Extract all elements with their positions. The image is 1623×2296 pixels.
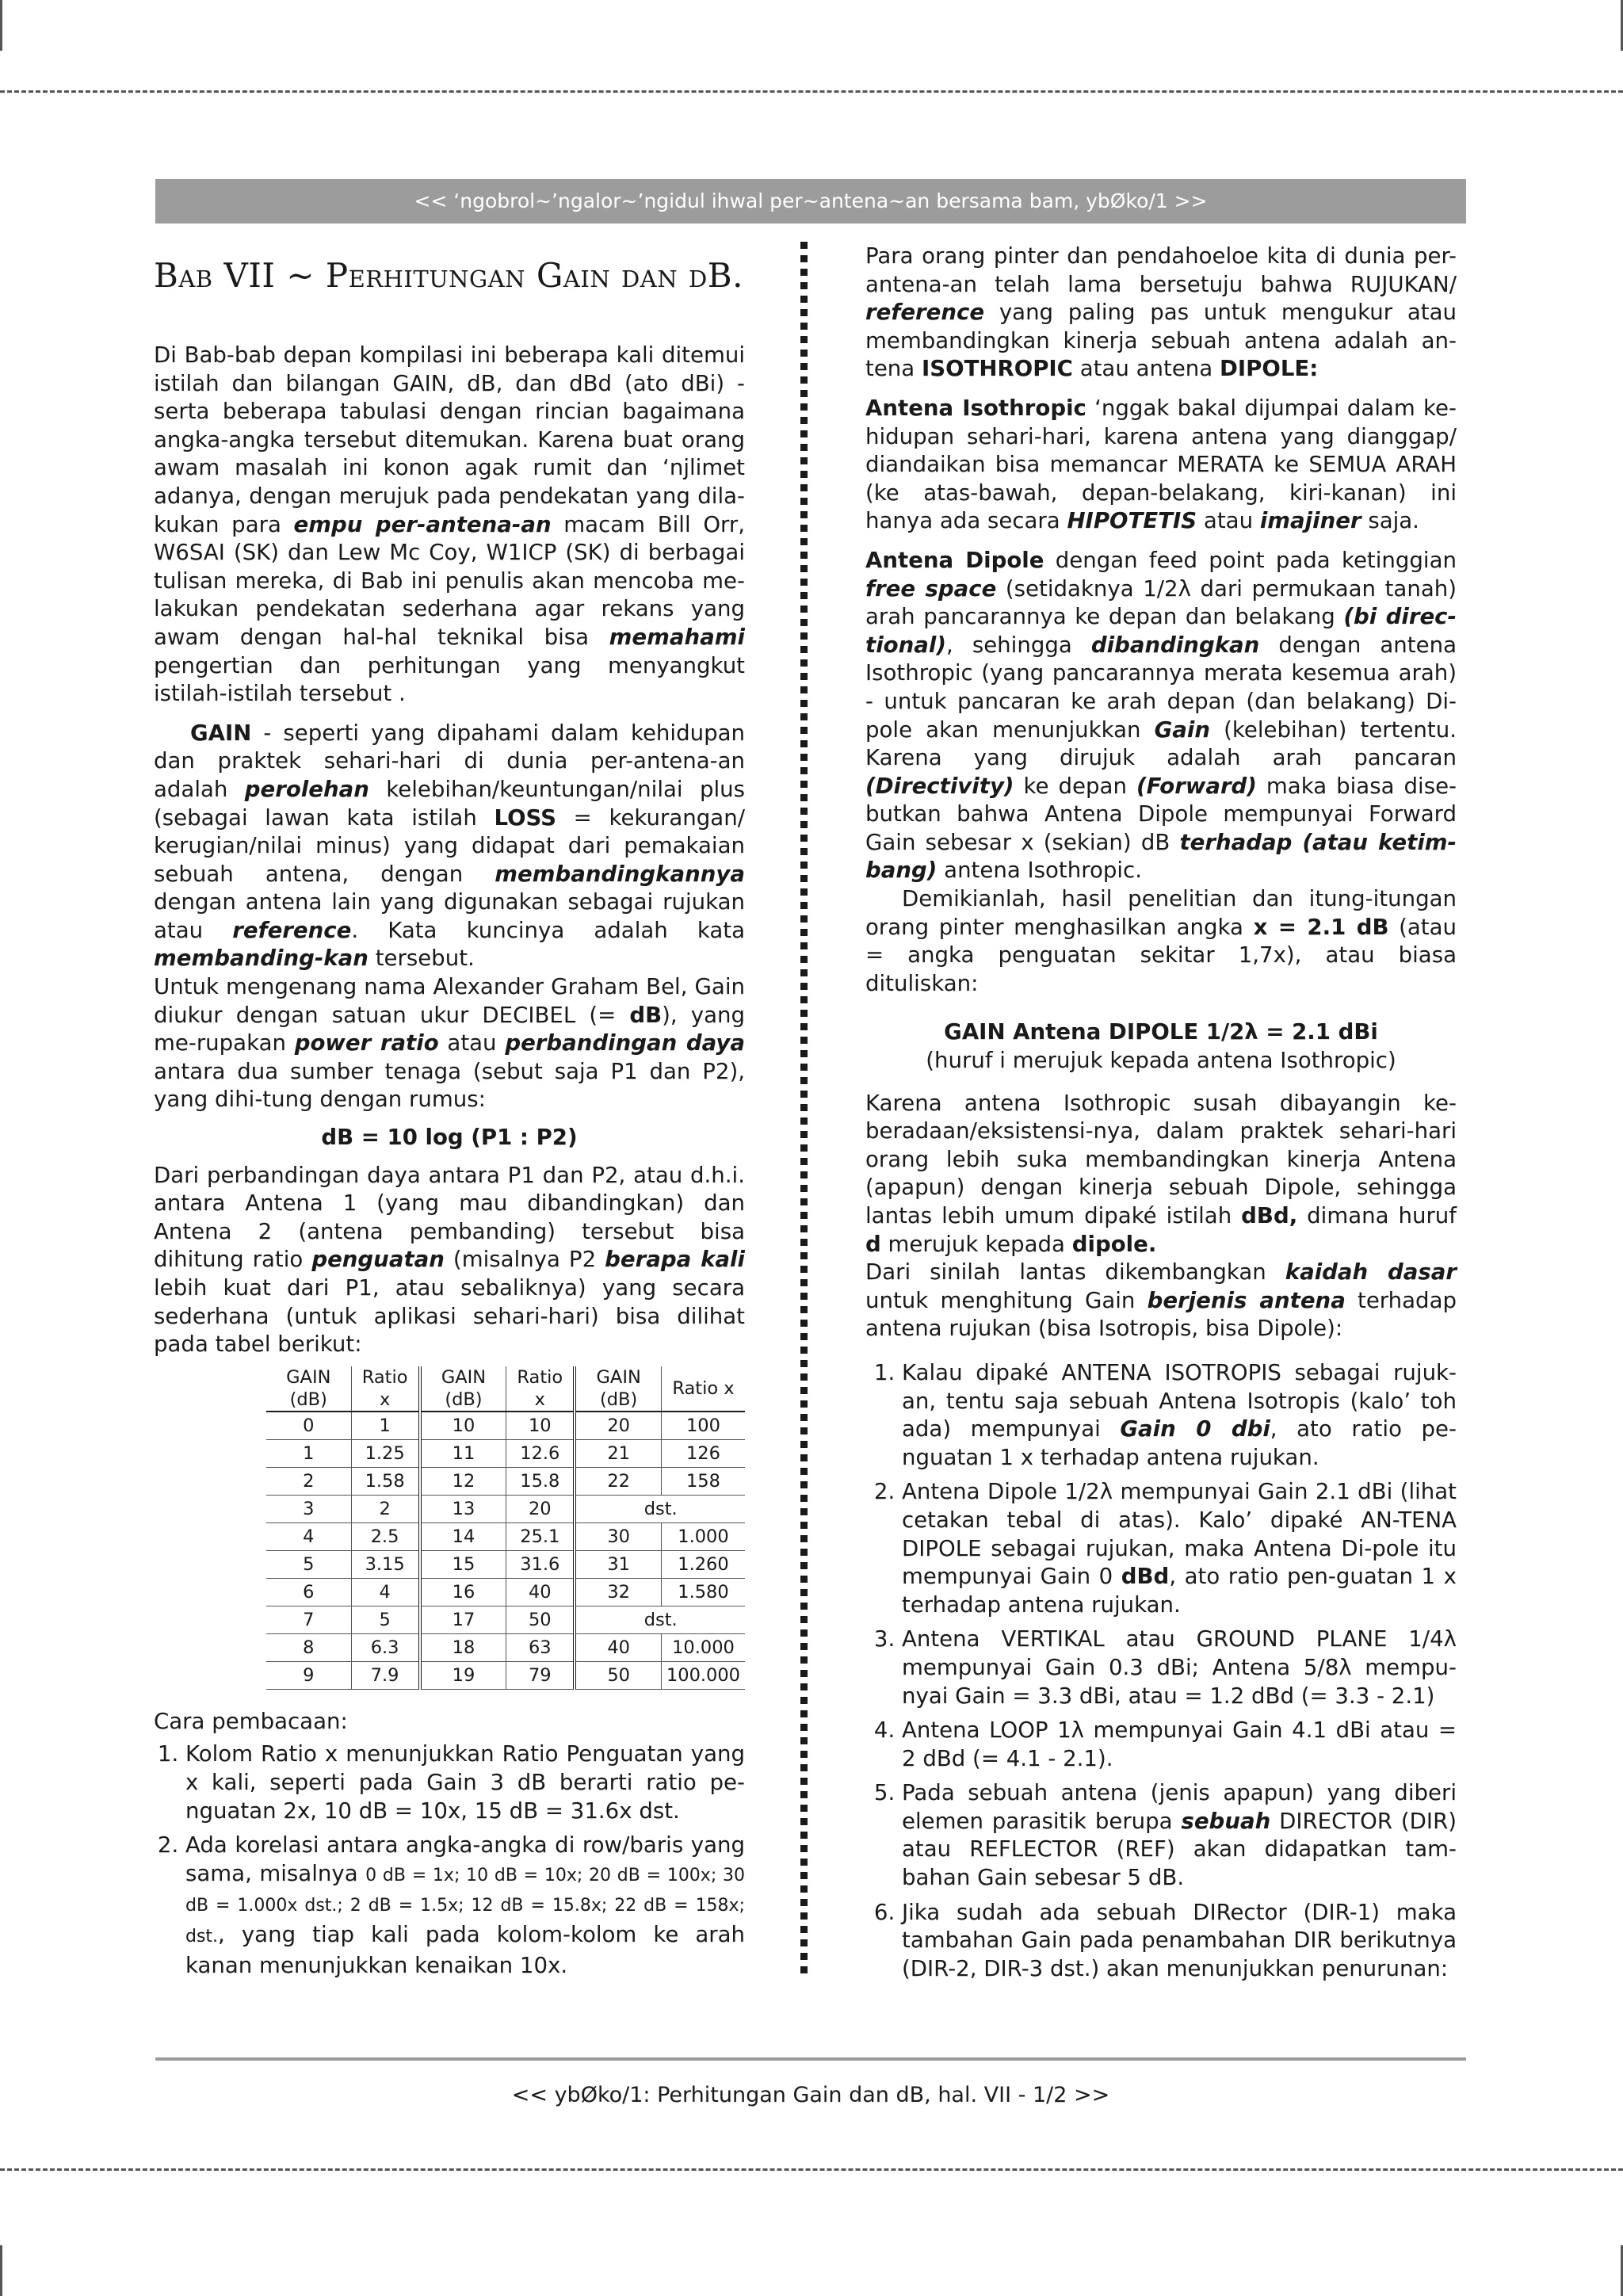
table-cell: 22 [575, 1467, 661, 1495]
table-cell: 12.6 [506, 1439, 575, 1467]
table-cell: 8 [266, 1633, 351, 1661]
reference-paragraph: Para orang pinter dan pendahoeloe kita di dunia per-antena-an telah lama bersetuju bahwa RUJUKAN/ reference yang paling pas untuk mengukur atau membandingkan kinerja sebuah antena adalah an-tena ISOTHROPIC atau antena DIPOLE: [865, 243, 1457, 382]
table-cell: 50 [506, 1606, 575, 1633]
footer-rule [155, 2057, 1466, 2061]
ratio-paragraph: Dari perbandingan daya antara P1 dan P2, atau d.h.i. antara Antena 1 (yang mau dibandingkan) dan Antena 2 (antena pembanding) tersebut bisa dihitung ratio penguatan (misalnya P2 berapa kali lebih kuat dari P1, atau sebaliknya) yang secara sederhana (untuk aplikasi sehari-hari) bisa dilihat pada tabel berikut: [154, 1161, 745, 1358]
table-cell: 10 [506, 1412, 575, 1440]
table-row [266, 1495, 745, 1522]
table-cell: 20 [575, 1412, 661, 1440]
table-cell: 1.25 [351, 1439, 420, 1467]
dipole-gain-formula: GAIN Antena DIPOLE 1/2λ = 2.1 dBi [944, 1018, 1378, 1045]
table-cell: 9 [266, 1661, 351, 1689]
table-cell: 158 [661, 1467, 745, 1495]
table-cell: 126 [661, 1439, 745, 1467]
table-cell: 1.580 [661, 1578, 745, 1606]
table-cell: 31.6 [506, 1550, 575, 1578]
table-cell: 79 [506, 1661, 575, 1689]
table-body [266, 1412, 745, 1690]
table-cell: 32 [575, 1578, 661, 1606]
table-cell: 100 [661, 1412, 745, 1440]
table-header: GAIN (dB) [575, 1366, 661, 1412]
db-formula: dB = 10 log (P1 : P2) [321, 1124, 578, 1151]
left-column [154, 246, 745, 1985]
table-cell: dst. [575, 1495, 745, 1522]
dbd-paragraph: Karena antena Isothropic susah dibayangin ke-beradaan/eksistensi-nya, dalam praktek sehari-hari orang lebih suka membandingkan kinerja Antena (apapun) dengan kinerja sebuah Dipole, sehingga lantas lebih umum dipaké istilah dBd, dimana huruf d merujuk kepada dipole. [865, 1089, 1457, 1257]
table-cell: 19 [420, 1661, 506, 1689]
gain-ratio-table [266, 1366, 745, 1690]
table-cell: 4 [351, 1578, 420, 1606]
list-item: 2. Antena Dipole 1/2λ mempunyai Gain 2.1 dBi (lihat cetakan tebal di atas). Kalo’ dipaké AN-TENA DIPOLE sebagai rujukan, maka Antena Di-pole itu mempunyai Gain 0 dBd, ato ratio pen-guatan 1 x terhadap antena rujukan. [902, 1477, 1457, 1618]
table-header: GAIN (dB) [266, 1366, 351, 1412]
reading-guide-list [154, 1740, 745, 1979]
table-cell: 7.9 [351, 1661, 420, 1689]
right-column [865, 242, 1457, 1988]
table-cell: 25.1 [506, 1522, 575, 1550]
running-header: << ‘ngobrol~’ngalor~’ngidul ihwal per~antena~an bersama bam, ybØko/1 >> [155, 179, 1466, 223]
table-cell: 2.5 [351, 1522, 420, 1550]
isothropic-paragraph: Antena Isothropic ‘nggak bakal dijumpai dalam ke-hidupan sehari-hari, karena antena yang dianggap/ diandaikan bisa memancar MERATA ke SEMUA ARAH (ke atas-bawah, depan-belakang, kiri-kanan) ini hanya ada secara HIPOTETIS atau imajiner saja. [865, 394, 1457, 534]
table-cell: 10.000 [661, 1633, 745, 1661]
table-cell: 11 [420, 1439, 506, 1467]
cut-line-bottom [0, 2168, 1623, 2171]
table-cell: 17 [420, 1606, 506, 1633]
table-cell: 15.8 [506, 1467, 575, 1495]
table-cell: 10 [420, 1412, 506, 1440]
table-cell: 1.260 [661, 1550, 745, 1578]
table-row [266, 1412, 745, 1440]
table-header: GAIN (dB) [420, 1366, 506, 1412]
list-item: 3. Antena VERTIKAL atau GROUND PLANE 1/4λ mempunyai Gain 0.3 dBi; Antena 5/8λ mempu-nyai Gain = 3.3 dBi, atau = 1.2 dBd (= 3.3 - 2.1) [902, 1625, 1457, 1710]
crop-mark [0, 2245, 2, 2296]
gain-paragraph: GAIN - seperti yang dipahami dalam kehidupan dan praktek sehari-hari di dunia per-antena-an adalah perolehan kelebihan/keuntungan/nilai plus (sebagai lawan kata istilah LOSS = kekurangan/ kerugian/nilai minus) yang didapat dari pemakaian sebuah antena, dengan membandingkannya dengan antena lain yang digunakan sebagai rujukan atau reference. Kata kuncinya adalah kata membanding-kan tersebut. [154, 719, 746, 972]
table-cell: 3.15 [351, 1550, 420, 1578]
table-cell: 2 [351, 1495, 420, 1522]
table-cell: 4 [266, 1522, 351, 1550]
table-cell: 1 [266, 1439, 351, 1467]
table-header-row [266, 1366, 745, 1412]
table-cell: 1 [351, 1412, 420, 1440]
table-cell: 1.000 [661, 1522, 745, 1550]
table-cell: 3 [266, 1495, 351, 1522]
table-cell: 100.000 [661, 1661, 745, 1689]
result-paragraph: Demikianlah, hasil penelitian dan itung-itungan orang pinter menghasilkan angka x = 2.1 dB (atau = angka penguatan sekitar 1,7x), atau biasa dituliskan: [865, 885, 1457, 996]
list-item: 1. Kolom Ratio x menunjukkan Ratio Penguatan yang x kali, seperti pada Gain 3 dB berarti ratio pe-nguatan 2x, 10 dB = 10x, 15 dB = 31.6x dst. [185, 1740, 745, 1824]
table-cell: 0 [266, 1412, 351, 1440]
crop-mark [0, 0, 2, 51]
table-cell: 2 [266, 1467, 351, 1495]
table-cell: 40 [575, 1633, 661, 1661]
rules-intro: Dari sinilah lantas dikembangkan kaidah dasar untuk menghitung Gain berjenis antena terhadap antena rujukan (bisa Isotropis, bisa Dipole): [865, 1259, 1457, 1342]
table-header: Ratio x [506, 1366, 575, 1412]
table-row [266, 1606, 745, 1633]
table-cell: 50 [575, 1661, 661, 1689]
table-header: Ratio x [351, 1366, 420, 1412]
table-cell: 13 [420, 1495, 506, 1522]
running-footer: << ybØko/1: Perhitungan Gain dan dB, hal. VII - 1/2 >> [511, 2083, 1110, 2107]
formula-note: (huruf i merujuk kepada antena Isothropic) [926, 1047, 1396, 1074]
table-row [266, 1550, 745, 1578]
table-cell: 40 [506, 1578, 575, 1606]
table-cell: dst. [575, 1606, 745, 1633]
table-cell: 20 [506, 1495, 575, 1522]
table-cell: 7 [266, 1606, 351, 1633]
list-item: 2. Ada korelasi antara angka-angka di row/baris yang sama, misalnya 0 dB = 1x; 10 dB = 10x; 20 dB = 100x; 30 dB = 1.000x dst.; 2 dB = 1.5x; 12 dB = 15.8x; 22 dB = 158x; dst., yang tiap kali pada kolom-kolom ke arah kanan menunjukkan kenaikan 10x. [185, 1831, 745, 1979]
table-cell: 16 [420, 1578, 506, 1606]
decibel-paragraph: Untuk mengenang nama Alexander Graham Bel, Gain diukur dengan satuan ukur DECIBEL (= dB), yang me-rupakan power ratio atau perbandingan daya antara dua sumber tenaga (sebut saja P1 dan P2), yang dihi-tung dengan rumus: [154, 973, 745, 1113]
table-cell: 31 [575, 1550, 661, 1578]
list-item: 1. Kalau dipaké ANTENA ISOTROPIS sebagai rujuk-an, tentu saja sebuah Antena Isotropis (kalo’ toh ada) mempunyai Gain 0 dbi, ato ratio pe-nguatan 1 x terhadap antena rujukan. [902, 1358, 1457, 1471]
table-row [266, 1578, 745, 1606]
gain-rules-list [865, 1358, 1457, 1982]
chapter-title: Bab VII ~ Perhitungan Gain dan dB. [154, 256, 743, 295]
table-cell: 63 [506, 1633, 575, 1661]
table-cell: 6 [266, 1578, 351, 1606]
intro-paragraph: Di Bab-bab depan kompilasi ini beberapa kali ditemui istilah dan bilangan GAIN, dB, dan dBd (ato dBi) - serta beberapa tabulasi dengan rincian bagaimana angka-angka tersebut ditemukan. Karena buat orang awam masalah ini konon agak rumit dan ‘njlimet adanya, dengan merujuk pada pendekatan yang dila-kukan para empu per-antena-an macam Bill Orr, W6SAI (SK) dan Lew Mc Coy, W1ICP (SK) di berbagai tulisan mereka, di Bab ini penulis akan mencoba me-lakukan pendekatan sederhana agar rekans yang awam dengan hal-hal teknikal bisa memahami pengertian dan perhitungan yang menyangkut istilah-istilah tersebut . [154, 342, 746, 707]
table-cell: 15 [420, 1550, 506, 1578]
column-divider [800, 242, 808, 1979]
list-item: 6. Jika sudah ada sebuah DIRector (DIR-1) maka tambahan Gain pada penambahan DIR berikutnya (DIR-2, DIR-3 dst.) akan menunjukkan penurunan: [902, 1898, 1457, 1983]
table-cell: 6.3 [351, 1633, 420, 1661]
list-item: 5. Pada sebuah antena (jenis apapun) yang diberi elemen parasitik berupa sebuah DIRECTOR (DIR) atau REFLECTOR (REF) akan didapatkan tam-bahan Gain sebesar 5 dB. [902, 1778, 1457, 1891]
dipole-paragraph: Antena Dipole dengan feed point pada ketinggian free space (setidaknya 1/2λ dari permukaan tanah) arah pancarannya ke depan dan belakang (bi direc-tional), sehingga dibandingkan dengan antena Isothropic (yang pancarannya merata kesemua arah) - untuk pancaran ke arah depan (dan belakang) Di-pole akan menunjukkan Gain (kelebihan) tertentu. Karena yang dirujuk adalah arah pancaran (Directivity) ke depan (Forward) maka biasa dise-butkan bahwa Antena Dipole mempunyai Forward Gain sebesar x (sekian) dB terhadap (atau ketim-bang) antena Isothropic. [865, 546, 1457, 884]
table-cell: 21 [575, 1439, 661, 1467]
list-item: 4. Antena LOOP 1λ mempunyai Gain 4.1 dBi atau = 2 dBd (= 4.1 - 2.1). [902, 1716, 1457, 1772]
table-cell: 30 [575, 1522, 661, 1550]
table-cell: 5 [266, 1550, 351, 1578]
reading-guide-title: Cara pembacaan: [154, 1707, 348, 1734]
cut-line-top [0, 90, 1623, 93]
table-row [266, 1439, 745, 1467]
table-cell: 18 [420, 1633, 506, 1661]
table-row [266, 1633, 745, 1661]
table-row [266, 1661, 745, 1689]
table-cell: 1.58 [351, 1467, 420, 1495]
table-cell: 12 [420, 1467, 506, 1495]
table-row [266, 1467, 745, 1495]
table-header: Ratio x [661, 1366, 745, 1412]
table-row [266, 1522, 745, 1550]
table-cell: 5 [351, 1606, 420, 1633]
table-cell: 14 [420, 1522, 506, 1550]
